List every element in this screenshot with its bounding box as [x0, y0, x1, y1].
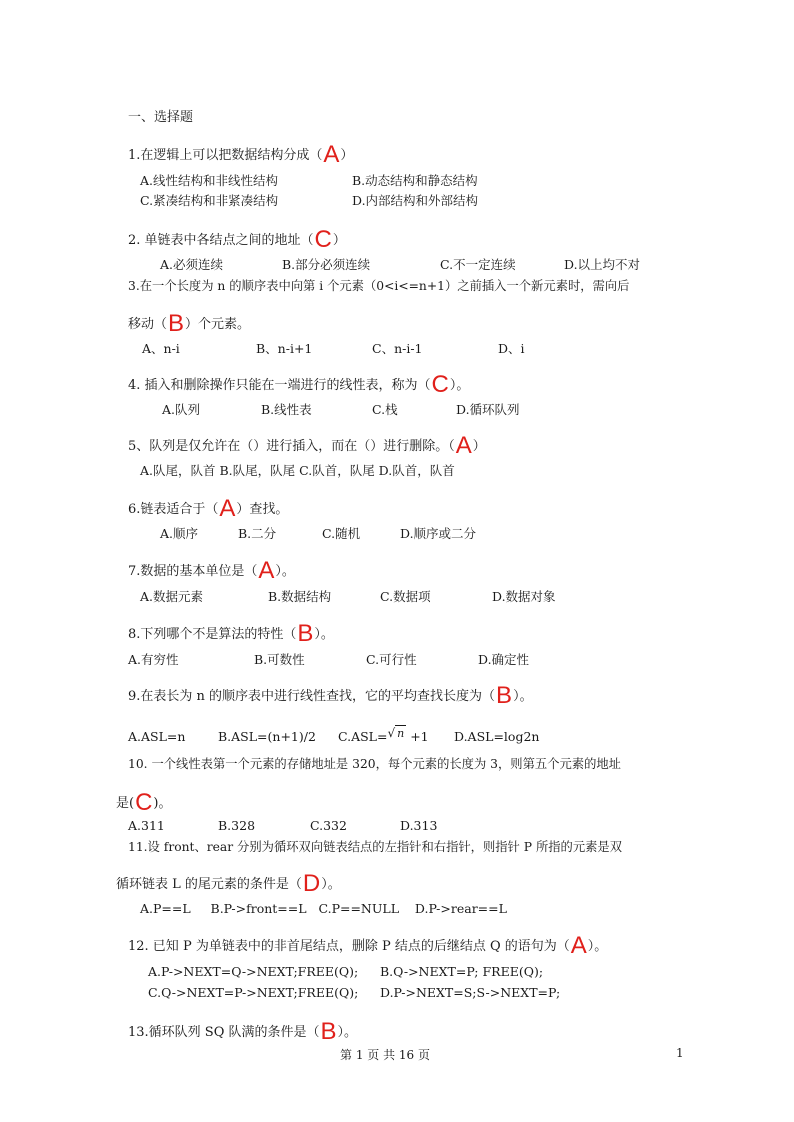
option-b: B.线性表 [261, 402, 312, 417]
question-text: 6.链表适合于（ [128, 502, 219, 517]
option-c: C.可行性 [366, 652, 417, 667]
question-text: 12. 已知 P 为单链表中的非首尾结点，删除 P 结点的后继结点 Q 的语句为（ [128, 939, 570, 954]
option-a: A.线性结构和非线性结构 [140, 173, 279, 188]
option-b: B.可数性 [254, 652, 305, 667]
option-b: B.328 [218, 818, 256, 833]
question-4 [128, 371, 470, 398]
question-text: 9.在表长为 n 的顺序表中进行线性查找，它的平均查找长度为（ [128, 689, 496, 704]
answer-mark: D [302, 870, 321, 897]
option-c: C.数据项 [380, 589, 431, 604]
section-title: 一、选择题 [128, 110, 194, 125]
option-d: D.确定性 [478, 652, 530, 667]
question-text: 移动（ [128, 317, 168, 332]
question-11-line-2 [116, 870, 341, 897]
option-d: D、i [498, 341, 525, 356]
question-text: 13.循环队列 SQ 队满的条件是（ [128, 1025, 320, 1040]
question-7 [128, 557, 295, 584]
question-text: ）。 [321, 877, 341, 892]
question-1 [128, 141, 354, 168]
options-line: A.P==L B.P->front==L C.P==NULL D.P->rear==L [140, 901, 507, 916]
option-c [338, 726, 429, 745]
option-a: A.必须连续 [160, 257, 224, 272]
answer-mark: B [320, 1018, 337, 1045]
answer-mark: C [431, 371, 449, 398]
option-a: A.ASL=n [128, 729, 186, 744]
question-text: ）查找。 [236, 502, 289, 517]
option-a: A.P->NEXT=Q->NEXT;FREE(Q); [148, 964, 359, 979]
question-11-line-1: 11.设 front、rear 分别为循环双向链表结点的左指针和右指针，则指针 P 所指的元素是双 [128, 840, 623, 854]
question-text: 循环链表 L 的尾元素的条件是（ [116, 877, 302, 892]
answer-mark: A [323, 141, 340, 168]
question-text: ）。 [275, 564, 295, 579]
option-d: D.顺序或二分 [400, 526, 477, 541]
question-text: ）个元素。 [185, 317, 251, 332]
option-b: B.动态结构和静态结构 [352, 173, 478, 188]
question-13 [128, 1018, 358, 1045]
option-d: D.P->NEXT=S;S->NEXT=P; [380, 985, 561, 1000]
option-d: D.以上均不对 [564, 257, 641, 272]
option-c: C.Q->NEXT=P->NEXT;FREE(Q); [148, 985, 359, 1000]
option-d: D.内部结构和外部结构 [352, 193, 479, 208]
answer-mark: A [570, 932, 587, 959]
answer-mark: A [455, 432, 472, 459]
option-c: C、n-i-1 [372, 341, 423, 356]
option-a: A.顺序 [160, 526, 199, 541]
question-text: 1.在逻辑上可以把数据结构分成（ [128, 148, 323, 163]
answer-mark: C [135, 789, 153, 816]
page-number: 1 [676, 1046, 684, 1060]
page-footer: 第 1 页 共 16 页 [340, 1048, 430, 1062]
question-text: ） [472, 439, 486, 454]
question-3-line-2 [128, 310, 251, 337]
question-text: )。 [153, 796, 172, 811]
option-b: B.部分必须连续 [282, 257, 371, 272]
question-6 [128, 495, 289, 522]
option-b: B.Q->NEXT=P; FREE(Q); [380, 964, 544, 979]
question-5 [128, 432, 486, 459]
question-text: ）。 [587, 939, 608, 954]
option-a: A.311 [128, 818, 165, 833]
answer-mark: B [496, 682, 513, 709]
option-d: D.313 [400, 818, 438, 833]
options-line: A.队尾，队首 B.队尾，队尾 C.队首，队尾 D.队首，队首 [140, 463, 455, 478]
option-d: D.ASL=log2n [454, 729, 540, 744]
question-3-line-1: 3.在一个长度为 n 的顺序表中向第 i 个元素（0<i<=n+1）之前插入一个新元素时，需向后 [128, 279, 630, 293]
question-9 [128, 682, 533, 709]
answer-mark: A [258, 557, 275, 584]
question-text: 7.数据的基本单位是（ [128, 564, 258, 579]
question-10-line-2 [116, 789, 172, 816]
option-b: B、n-i+1 [256, 341, 313, 356]
option-c: C.紧凑结构和非紧凑结构 [140, 193, 279, 208]
option-c: C.332 [310, 818, 347, 833]
option-c-label: C.ASL= [338, 729, 388, 744]
question-text: ）。 [513, 689, 533, 704]
sqrt-radicand: n [397, 727, 405, 740]
answer-mark: B [168, 310, 185, 337]
question-text: ） [340, 148, 354, 163]
option-c: C.不一定连续 [440, 257, 516, 272]
option-b: B.ASL=(n+1)/2 [218, 729, 316, 744]
question-12 [128, 932, 608, 959]
question-text: 是( [116, 796, 135, 811]
question-text: 8.下列哪个不是算法的特性（ [128, 627, 297, 642]
option-d: D.数据对象 [492, 589, 556, 604]
answer-mark: C [314, 226, 332, 253]
question-2 [128, 226, 346, 253]
answer-mark: A [219, 495, 236, 522]
option-c: C.随机 [322, 526, 361, 541]
sqrt-symbol: √ n [387, 726, 405, 740]
answer-mark: B [297, 620, 314, 647]
question-text: 4. 插入和删除操作只能在一端进行的线性表，称为（ [128, 378, 431, 393]
option-a: A.有穷性 [128, 652, 179, 667]
option-c-suffix: +1 [406, 729, 429, 744]
option-b: B.二分 [238, 526, 277, 541]
option-b: B.数据结构 [268, 589, 332, 604]
question-8 [128, 620, 334, 647]
question-text: 5、队列是仅允许在（）进行插入，而在（）进行删除。（ [128, 439, 455, 454]
question-text: ） [332, 233, 346, 248]
option-a: A.队列 [162, 402, 201, 417]
question-text: ）。 [449, 378, 470, 393]
question-text: ）。 [314, 627, 334, 642]
option-c: C.栈 [372, 402, 398, 417]
option-a: A、n-i [142, 341, 180, 356]
option-d: D.循环队列 [456, 402, 520, 417]
question-10-line-1: 10. 一个线性表第一个元素的存储地址是 320，每个元素的长度为 3，则第五个元素的地址 [128, 757, 621, 771]
question-text: 2. 单链表中各结点之间的地址（ [128, 233, 314, 248]
question-text: ）。 [337, 1025, 358, 1040]
option-a: A.数据元素 [140, 589, 204, 604]
